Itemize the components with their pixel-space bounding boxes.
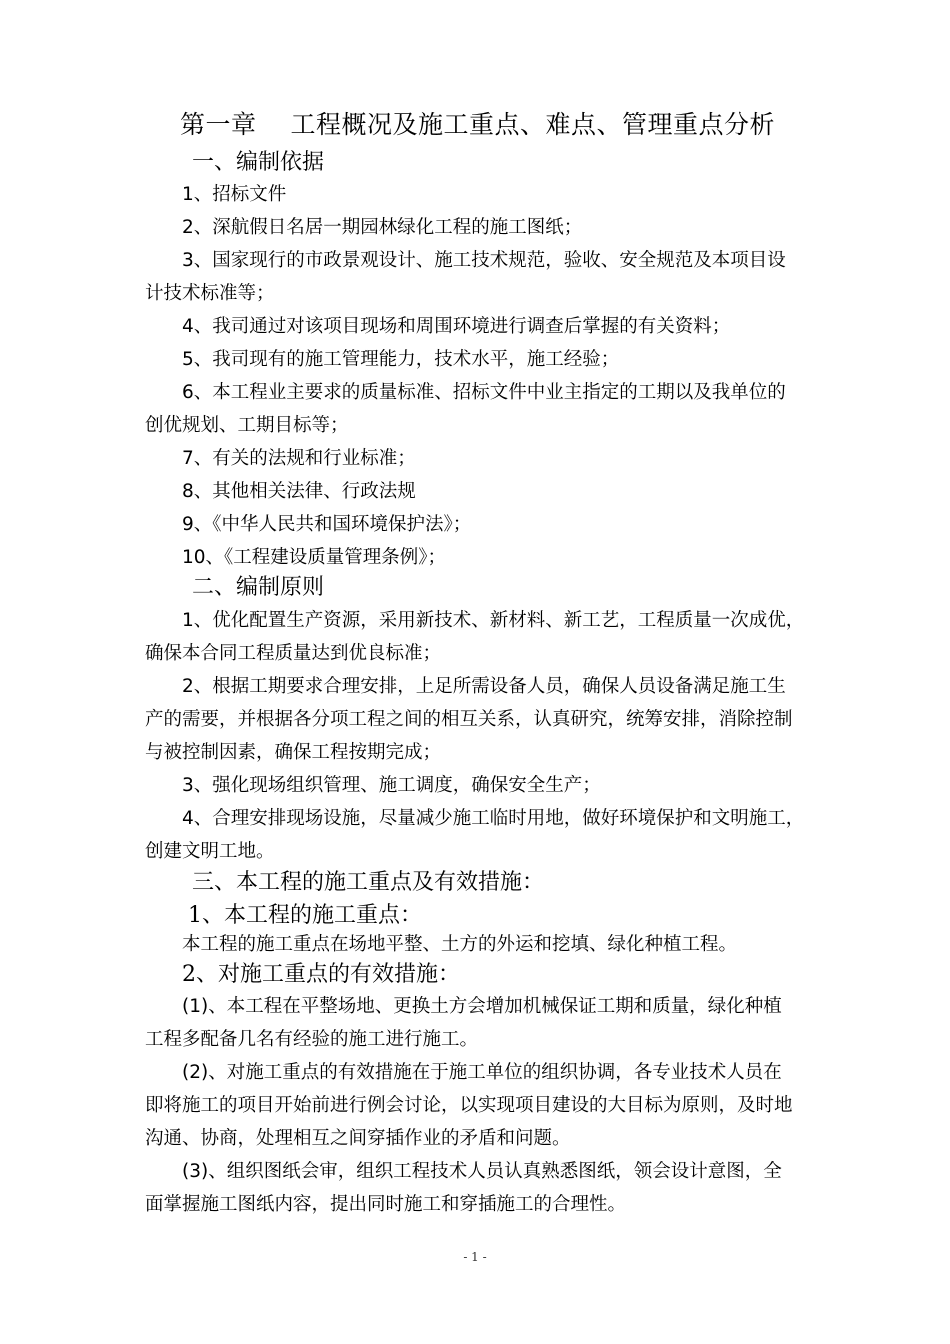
section-heading-key-points: 三、本工程的施工重点及有效措施： (192, 870, 545, 895)
chapter-title: 第一章 工程概况及施工重点、难点、管理重点分析 (180, 110, 775, 139)
paragraph-line: 4、合理安排现场设施，尽量减少施工临时用地，做好环境保护和文明施工， (182, 808, 805, 829)
paragraph-line: 9、《中华人民共和国环境保护法》； (182, 514, 472, 535)
paragraph-line: 2、根据工期要求合理安排，上足所需设备人员，确保人员设备满足施工生 (182, 676, 786, 697)
paragraph-line: 本工程的施工重点在场地平整、土方的外运和挖填、绿化种植工程。 (182, 934, 738, 955)
paragraph-line: (2)、对施工重点的有效措施在于施工单位的组织协调，各专业技术人员在 (182, 1062, 782, 1083)
paragraph-line: 8、其他相关法律、行政法规 (182, 481, 416, 502)
paragraph-line: 确保本合同工程质量达到优良标准； (145, 643, 442, 664)
section-heading-principles: 二、编制原则 (192, 575, 325, 600)
paragraph-line: 5、我司现有的施工管理能力，技术水平，施工经验； (182, 349, 620, 370)
paragraph-line: 工程多配备几名有经验的施工进行施工。 (145, 1029, 479, 1050)
subsection-heading-key-points: 1、本工程的施工重点： (188, 903, 422, 928)
paragraph-line: 计技术标准等； (145, 283, 275, 304)
paragraph-line: (1)、本工程在平整场地、更换土方会增加机械保证工期和质量，绿化种植 (182, 996, 782, 1017)
paragraph-line: 沟通、协商，处理相互之间穿插作业的矛盾和问题。 (145, 1128, 571, 1149)
paragraph-line: 4、我司通过对该项目现场和周围环境进行调查后掌握的有关资料； (182, 316, 731, 337)
paragraph-line: 创优规划、工期目标等； (145, 415, 349, 436)
paragraph-line: 1、招标文件 (182, 184, 287, 205)
paragraph-line: 面掌握施工图纸内容，提出同时施工和穿插施工的合理性。 (145, 1194, 627, 1215)
paragraph-line: 与被控制因素，确保工程按期完成； (145, 742, 442, 763)
paragraph-line: 1、优化配置生产资源，采用新技术、新材料、新工艺，工程质量一次成优， (182, 610, 805, 631)
paragraph-line: 3、国家现行的市政景观设计、施工技术规范，验收、安全规范及本项目设 (182, 250, 786, 271)
paragraph-line: 2、深航假日名居一期园林绿化工程的施工图纸； (182, 217, 583, 238)
paragraph-line: 即将施工的项目开始前进行例会讨论，以实现项目建设的大目标为原则，及时地 (145, 1095, 793, 1116)
paragraph-line: (3)、组织图纸会审，组织工程技术人员认真熟悉图纸，领会设计意图，全 (182, 1161, 782, 1182)
paragraph-line: 10、《工程建设质量管理条例》； (182, 547, 447, 568)
section-heading-basis: 一、编制依据 (192, 150, 325, 175)
page-number: - 1 - (463, 1250, 487, 1264)
paragraph-line: 3、强化现场组织管理、施工调度，确保安全生产； (182, 775, 601, 796)
paragraph-line: 产的需要，并根据各分项工程之间的相互关系，认真研究，统筹安排，消除控制 (145, 709, 793, 730)
paragraph-line: 6、本工程业主要求的质量标准、招标文件中业主指定的工期以及我单位的 (182, 382, 786, 403)
paragraph-line: 7、有关的法规和行业标准； (182, 448, 416, 469)
paragraph-line: 创建文明工地。 (145, 841, 275, 862)
subsection-heading-measures: 2、对施工重点的有效措施： (182, 962, 460, 987)
